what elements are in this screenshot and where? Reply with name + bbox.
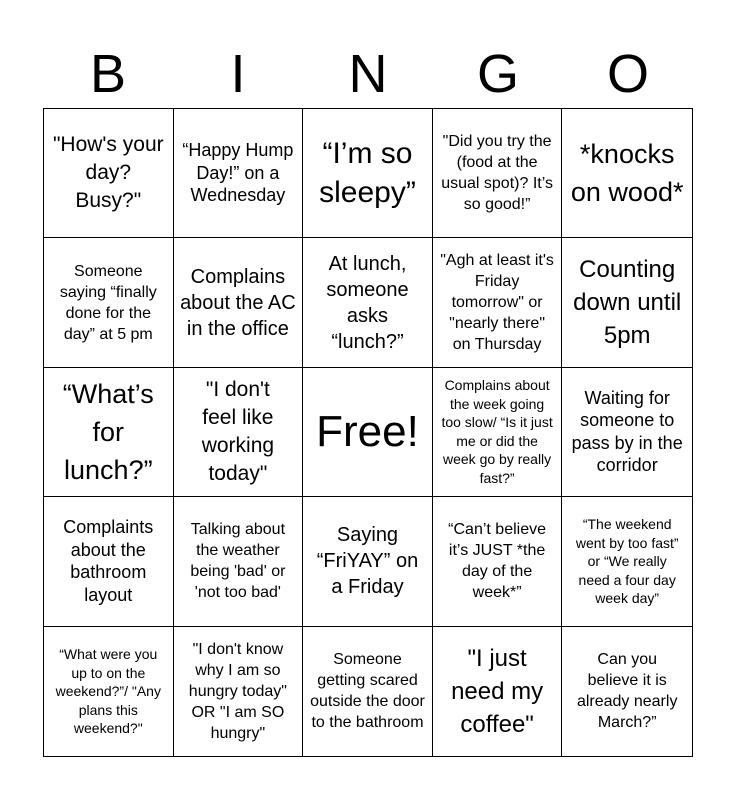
cell-text: Waiting for someone to pass by in the corridor [571, 387, 683, 476]
bingo-cell[interactable] [174, 368, 304, 497]
header-letter-g: G [476, 44, 519, 104]
bingo-cell[interactable] [562, 109, 692, 238]
cell-text: “I’m so sleepy” [319, 137, 416, 210]
header-letter-b: B [89, 44, 127, 104]
bingo-cell[interactable] [433, 497, 563, 626]
cell-text: "I don't know why I am so hungry today" OR "I am SO hungry" [188, 640, 287, 742]
bingo-cell[interactable] [433, 238, 563, 367]
header-letter-o: O [606, 44, 649, 104]
bingo-cell[interactable] [562, 368, 692, 497]
free-space-label: Free! [316, 406, 419, 456]
cell-text: Saying “FriYAY” on a Friday [316, 524, 419, 599]
cell-text: Counting down until 5pm [573, 256, 682, 350]
bingo-cell[interactable] [174, 497, 304, 626]
cell-text: Someone saying “finally done for the day” at 5 pm [59, 262, 157, 343]
cell-text: "I just need my coffee" [451, 644, 544, 738]
bingo-cell[interactable] [44, 368, 174, 497]
bingo-cell[interactable] [303, 109, 433, 238]
bingo-cell[interactable] [44, 627, 174, 756]
bingo-cell[interactable] [433, 109, 563, 238]
bingo-cell[interactable] [303, 627, 433, 756]
bingo-cell[interactable] [174, 109, 304, 238]
cell-text: Complains about the week going too slow/ “Is it just me or did the week go by really fast?” [441, 377, 553, 486]
bingo-cell[interactable] [174, 627, 304, 756]
bingo-cell[interactable] [433, 627, 563, 756]
cell-text: “What’s for lunch?” [62, 378, 154, 485]
cell-text: At lunch, someone asks “lunch?” [326, 252, 409, 353]
header-letter-i: I [230, 44, 246, 104]
bingo-cell[interactable] [303, 238, 433, 367]
bingo-board [43, 108, 693, 757]
cell-text: “Can’t believe it’s JUST *the day of the week*” [448, 521, 546, 602]
cell-text: “Happy Hump Day!” on a Wednesday [182, 140, 294, 206]
bingo-cell[interactable] [174, 238, 304, 367]
cell-text: “What were you up to on the weekend?”/ "Any plans this weekend?" [55, 646, 161, 737]
cell-text: "Agh at least it's Friday tomorrow" or "nearly there" on Thursday [440, 252, 554, 354]
cell-text: Talking about the weather being 'bad' or 'not too bad' [190, 521, 286, 602]
cell-text: "I don't feel like working today" [201, 377, 275, 485]
cell-text: "How's your day? Busy?" [52, 133, 164, 213]
cell-text: Someone getting scared outside the door to the bathroom [310, 651, 425, 732]
free-space[interactable] [303, 368, 433, 497]
bingo-cell[interactable] [562, 497, 692, 626]
bingo-cell[interactable] [562, 627, 692, 756]
bingo-cell[interactable] [44, 109, 174, 238]
bingo-cell[interactable] [44, 497, 174, 626]
cell-text: Can you believe it is already nearly March?” [576, 651, 678, 732]
cell-text: "Did you try the (food at the usual spot)? It’s so good!” [441, 133, 553, 214]
bingo-cell[interactable] [44, 238, 174, 367]
bingo-cell[interactable] [562, 238, 692, 367]
bingo-cell[interactable] [303, 497, 433, 626]
bingo-cell[interactable] [433, 368, 563, 497]
cell-text: “The weekend went by too fast” or “We really need a four day week day” [575, 516, 679, 607]
cell-text: Complaints about the bathroom layout [63, 517, 154, 605]
cell-text: *knocks on wood* [570, 139, 684, 208]
bingo-header [43, 38, 693, 110]
cell-text: Complains about the AC in the office [180, 265, 296, 340]
header-letter-n: N [348, 44, 388, 104]
